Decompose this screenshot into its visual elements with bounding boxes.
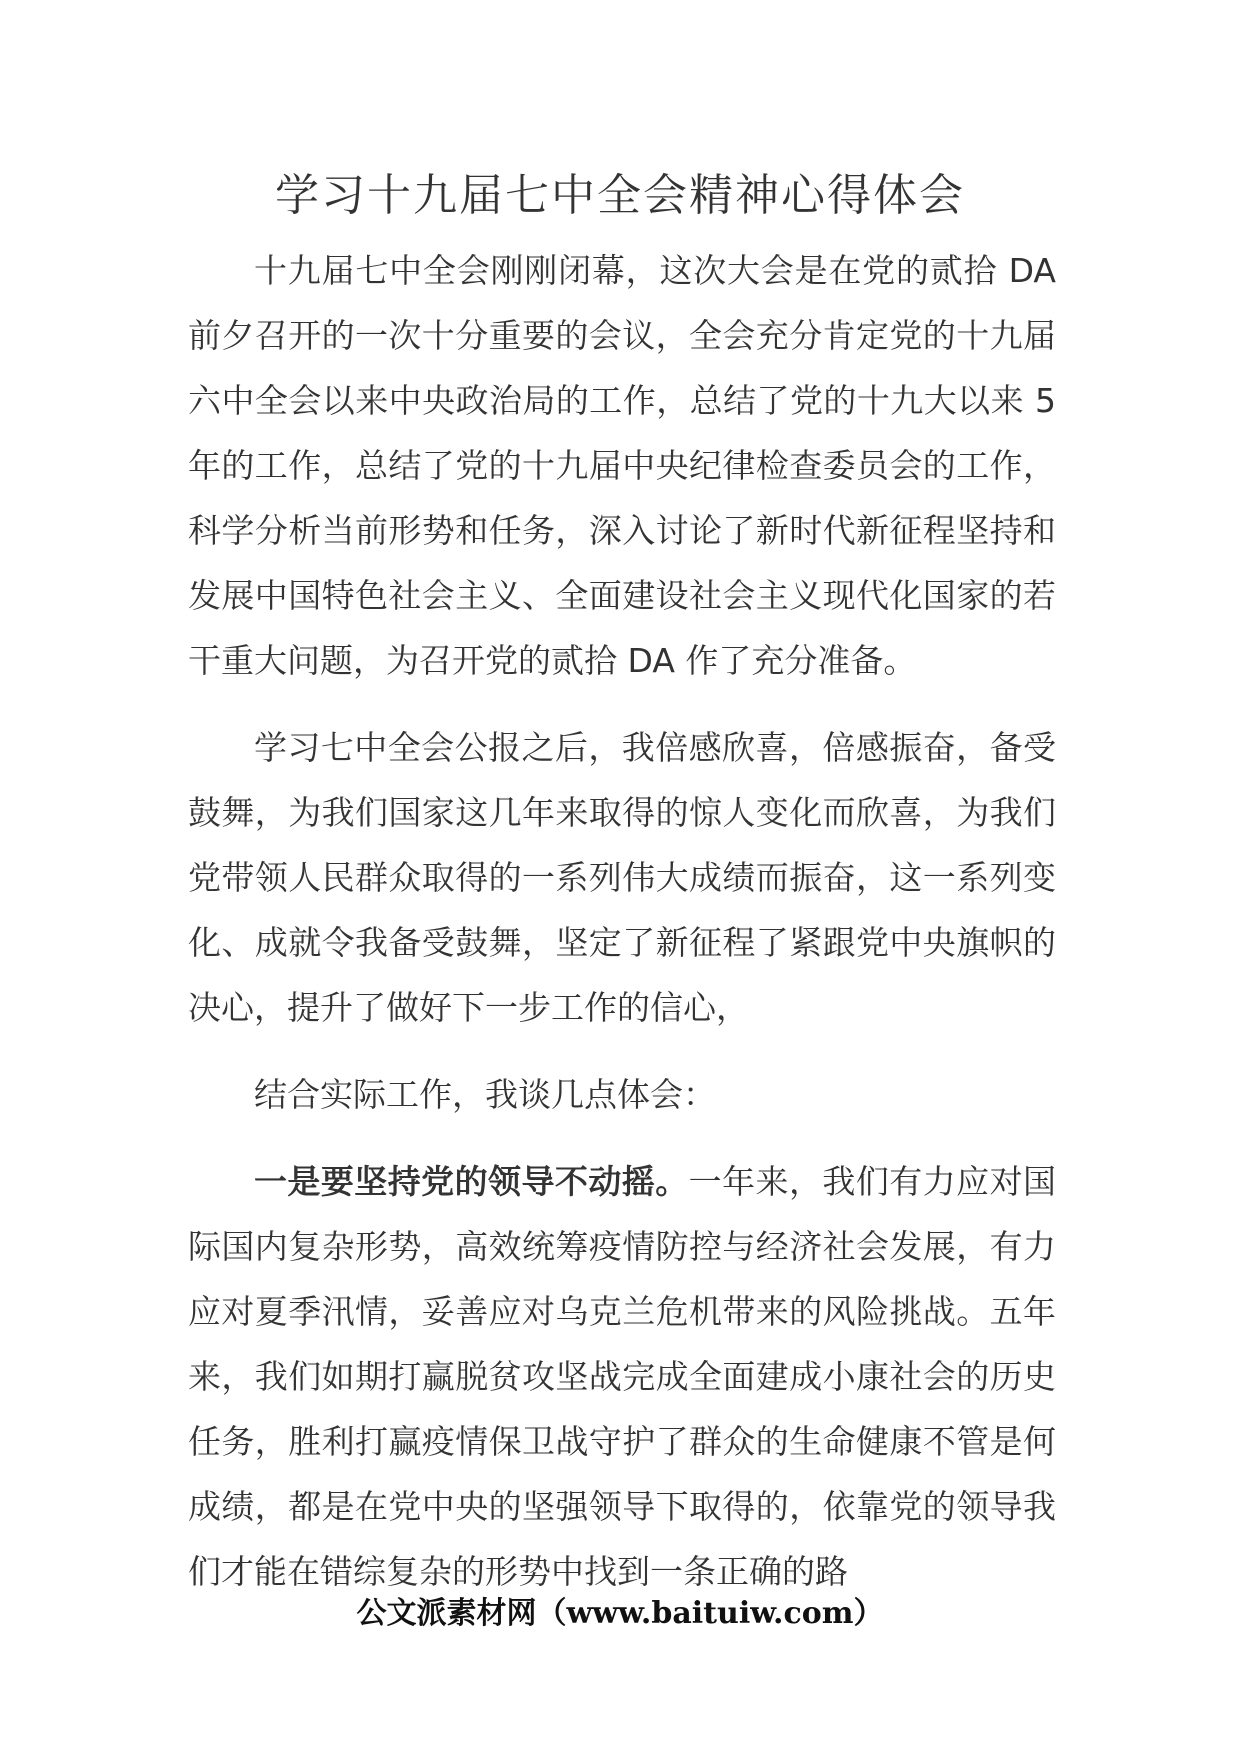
paragraph-reflection (188, 715, 1056, 1040)
paragraph-text: 结合实际工作，我谈几点体会： (254, 1075, 716, 1114)
paragraph-transition (188, 1062, 1056, 1127)
paragraph-text: 学习七中全会公报之后，我倍感欣喜，倍感振奋，备受鼓舞，为我们国家这几年来取得的惊人变化而欣喜，为我们党带领人民群众取得的一系列伟大成绩而振奋，这一系列变化、成就令我备受鼓舞，坚定了新征程了紧跟党中央旗帜的决心，提升了做好下一步工作的信心， (188, 728, 1056, 1027)
paragraph-point-one (188, 1149, 1056, 1604)
paragraph-text: 一年来，我们有力应对国际国内复杂形势，高效统筹疫情防控与经济社会发展，有力应对夏季汛情，妥善应对乌克兰危机带来的风险挑战。五年来，我们如期打赢脱贫攻坚战完成全面建成小康社会的历史任务，胜利打赢疫情保卫战守护了群众的生命健康不管是何成绩，都是在党中央的坚强领导下取得的，依靠党的领导我们才能在错综复杂的形势中找到一条正确的路 (188, 1162, 1057, 1591)
paragraph-bold-lead: 一是要坚持党的领导不动摇。 (254, 1162, 689, 1201)
document-title: 学习十九届七中全会精神心得体会 (275, 170, 965, 221)
paragraph-intro (188, 238, 1056, 693)
document-body (188, 238, 1056, 1626)
paragraph-text: 十九届七中全会刚刚闭幕，这次大会是在党的贰拾 DA 前夕召开的一次十分重要的会议，全会充分肯定党的十九届六中全会以来中央政治局的工作，总结了党的十九大以来 5 年的工作，总结了党的十九届中央纪律检查委员会的工作，科学分析当前形势和任务，深入讨论了新时代新征程坚持和发展中国特色社会主义、全面建设社会主义现代化国家的若干重大问题，为召开党的贰拾 DA 作了充分准备。 (188, 251, 1056, 680)
footer-source: 公文派素材网（www.baituiw.com） (356, 1596, 884, 1631)
